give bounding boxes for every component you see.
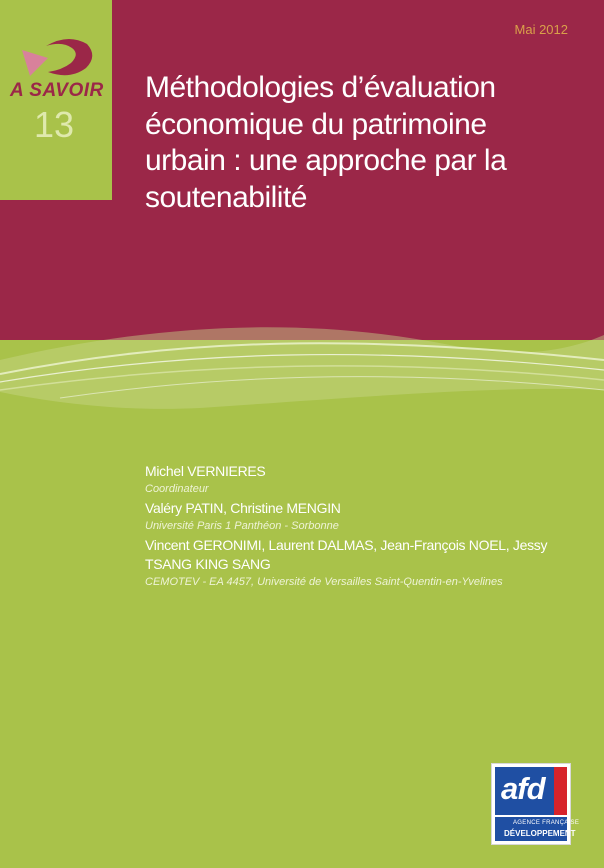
author-affiliation: Université Paris 1 Panthéon - Sorbonne	[145, 520, 339, 532]
author-affiliation: Coordinateur	[145, 483, 209, 495]
afd-logo-line2: DÉVELOPPEMENT	[504, 829, 576, 838]
author-names: Michel VERNIERES	[145, 463, 266, 479]
author-names: Vincent GERONIMI, Laurent DALMAS, Jean-François NOEL, Jessy TSANG KING SANG	[145, 537, 548, 572]
series-number: 13	[34, 104, 75, 145]
afd-logo-mark	[495, 767, 567, 815]
afd-logo-red-bar	[554, 767, 567, 815]
afd-logo-line1: AGENCE FRANÇAISE	[513, 820, 580, 826]
series-label: A SAVOIR	[10, 80, 104, 101]
decorative-wave	[0, 290, 604, 430]
afd-logo-caption	[495, 817, 580, 841]
publication-date: Mai 2012	[514, 22, 568, 37]
author-affiliation: CEMOTEV - EA 4457, Université de Versailles Saint-Quentin-en-Yvelines	[145, 576, 503, 588]
authors-block	[145, 462, 585, 592]
report-title: Méthodologies d’évaluation économique du patrimoine urbain : une approche par la soutenabilité	[145, 71, 507, 214]
author-names: Valéry PATIN, Christine MENGIN	[145, 500, 341, 516]
afd-logo	[492, 764, 580, 844]
afd-logo-text: afd	[501, 771, 545, 806]
